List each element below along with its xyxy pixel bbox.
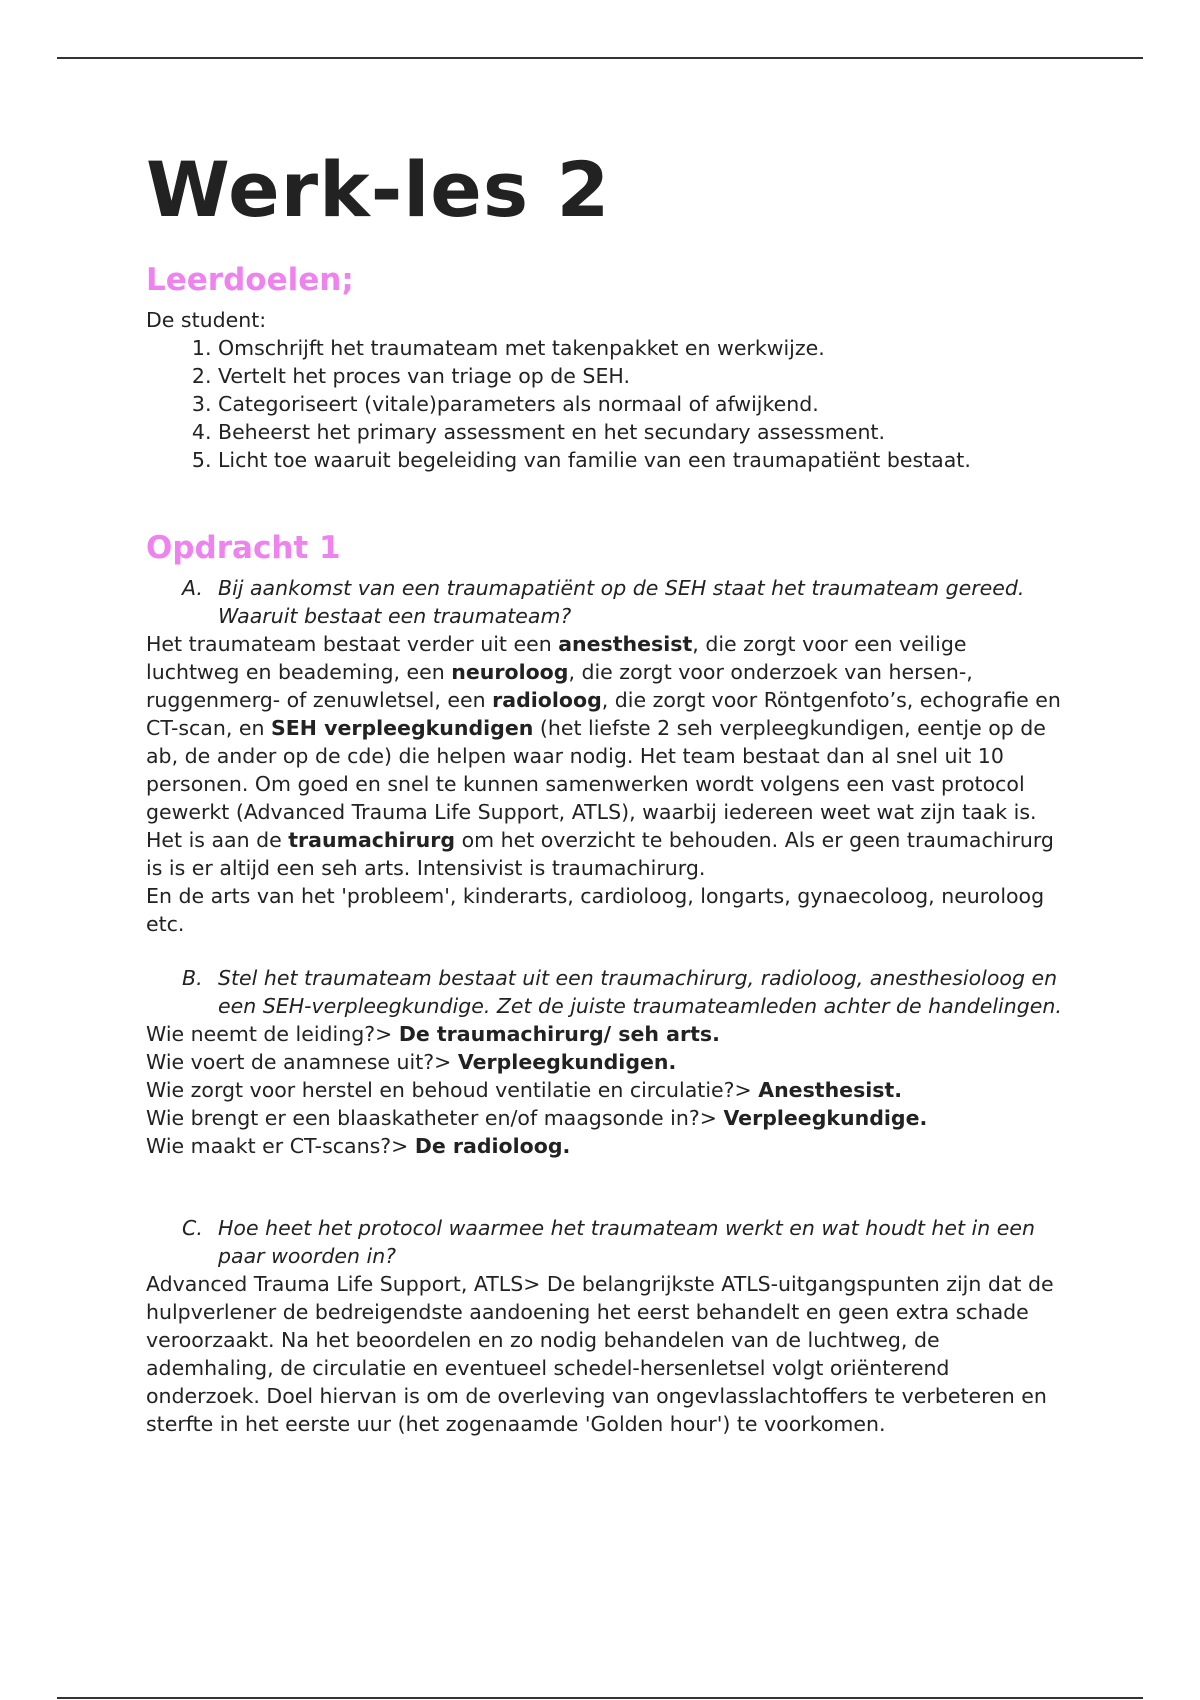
answer-line: Wie neemt de leiding?> De traumachirurg/ seh arts. (146, 1022, 720, 1046)
answer-b (146, 1020, 1066, 1160)
question-text: Stel het traumateam bestaat uit een traumachirurg, radioloog, anesthesioloog en een SEH-verpleegkundige. Zet de juiste traumateamleden achter de handelingen. (218, 966, 1062, 1018)
answer-c: Advanced Trauma Life Support, ATLS> De belangrijkste ATLS-uitgangspunten zijn dat de hulpverlener de bedreigendste aandoening het eerst behandelt en geen extra schade veroorzaakt. Na het beoordelen en zo nodig behandelen van de luchtweg, de ademhaling, de circulatie en eventueel schedel-hersenletsel volgt oriënterend onderzoek. Doel hiervan is om de overleving van ongevlasslachtoffers te verbeteren en sterfte in het eerste uur (het zogenaamde 'Golden hour') te voorkomen. (146, 1272, 1054, 1436)
list-item: 4. Beheerst het primary assessment en het secundary assessment. (218, 418, 1066, 446)
opdracht1-heading: Opdracht 1 (146, 530, 341, 566)
question-b (146, 964, 1066, 1020)
list-item: 3. Categoriseert (vitale)parameters als normaal of afwijkend. (218, 390, 1066, 418)
goals-list (146, 334, 1066, 474)
question-letter: C. (182, 1216, 203, 1240)
list-item: 2. Vertelt het proces van triage op de SEH. (218, 362, 1066, 390)
top-rule (57, 57, 1143, 59)
answer-line: Wie maakt er CT-scans?> De radioloog. (146, 1134, 571, 1158)
goals-intro: De student: (146, 308, 267, 332)
question-letter: B. (182, 966, 203, 990)
document-body (146, 140, 1066, 1438)
question-text: Hoe heet het protocol waarmee het traumateam werkt en wat houdt het in een paar woorden in? (218, 1216, 1035, 1268)
answer-a: Het traumateam bestaat verder uit een anesthesist, die zorgt voor een veilige luchtweg en beademing, een neuroloog, die zorgt voor onderzoek van hersen-, ruggenmerg- of zenuwletsel, een radioloog, die zorgt voor Röntgenfoto’s, echografie en CT-scan, en SEH verpleegkundigen (het liefste 2 seh verpleegkundigen, eentje op de ab, de ander op de cde) die helpen waar nodig. Het team bestaat dan al snel uit 10 personen. Om goed en snel te kunnen samenwerken wordt volgens een vast protocol gewerkt (Advanced Trauma Life Support, ATLS), waarbij iedereen weet wat zijn taak is. Het is aan de traumachirurg om het overzicht te behouden. Als er geen traumachirurg is is er altijd een seh arts. Intensivist is traumachirurg. (146, 632, 1061, 880)
list-item: 1. Omschrijft het traumateam met takenpakket en werkwijze. (218, 334, 1066, 362)
question-c (146, 1214, 1066, 1270)
list-item: 5. Licht toe waaruit begeleiding van familie van een traumapatiënt bestaat. (218, 446, 1066, 474)
answer-line: Wie brengt er een blaaskatheter en/of maagsonde in?> Verpleegkundige. (146, 1106, 928, 1130)
question-text: Bij aankomst van een traumapatiënt op de SEH staat het traumateam gereed. Waaruit bestaat een traumateam? (218, 576, 1025, 628)
page-title: Werk-les 2 (146, 145, 611, 234)
goals-heading: Leerdoelen; (146, 262, 354, 298)
answer-line: Wie voert de anamnese uit?> Verpleegkundigen. (146, 1050, 677, 1074)
answer-a-extra: En de arts van het 'probleem', kinderarts, cardioloog, longarts, gynaecoloog, neuroloog etc. (146, 884, 1045, 936)
question-letter: A. (182, 576, 203, 600)
bottom-rule (57, 1697, 1143, 1699)
question-a (146, 574, 1066, 630)
answer-line: Wie zorgt voor herstel en behoud ventilatie en circulatie?> Anesthesist. (146, 1078, 903, 1102)
